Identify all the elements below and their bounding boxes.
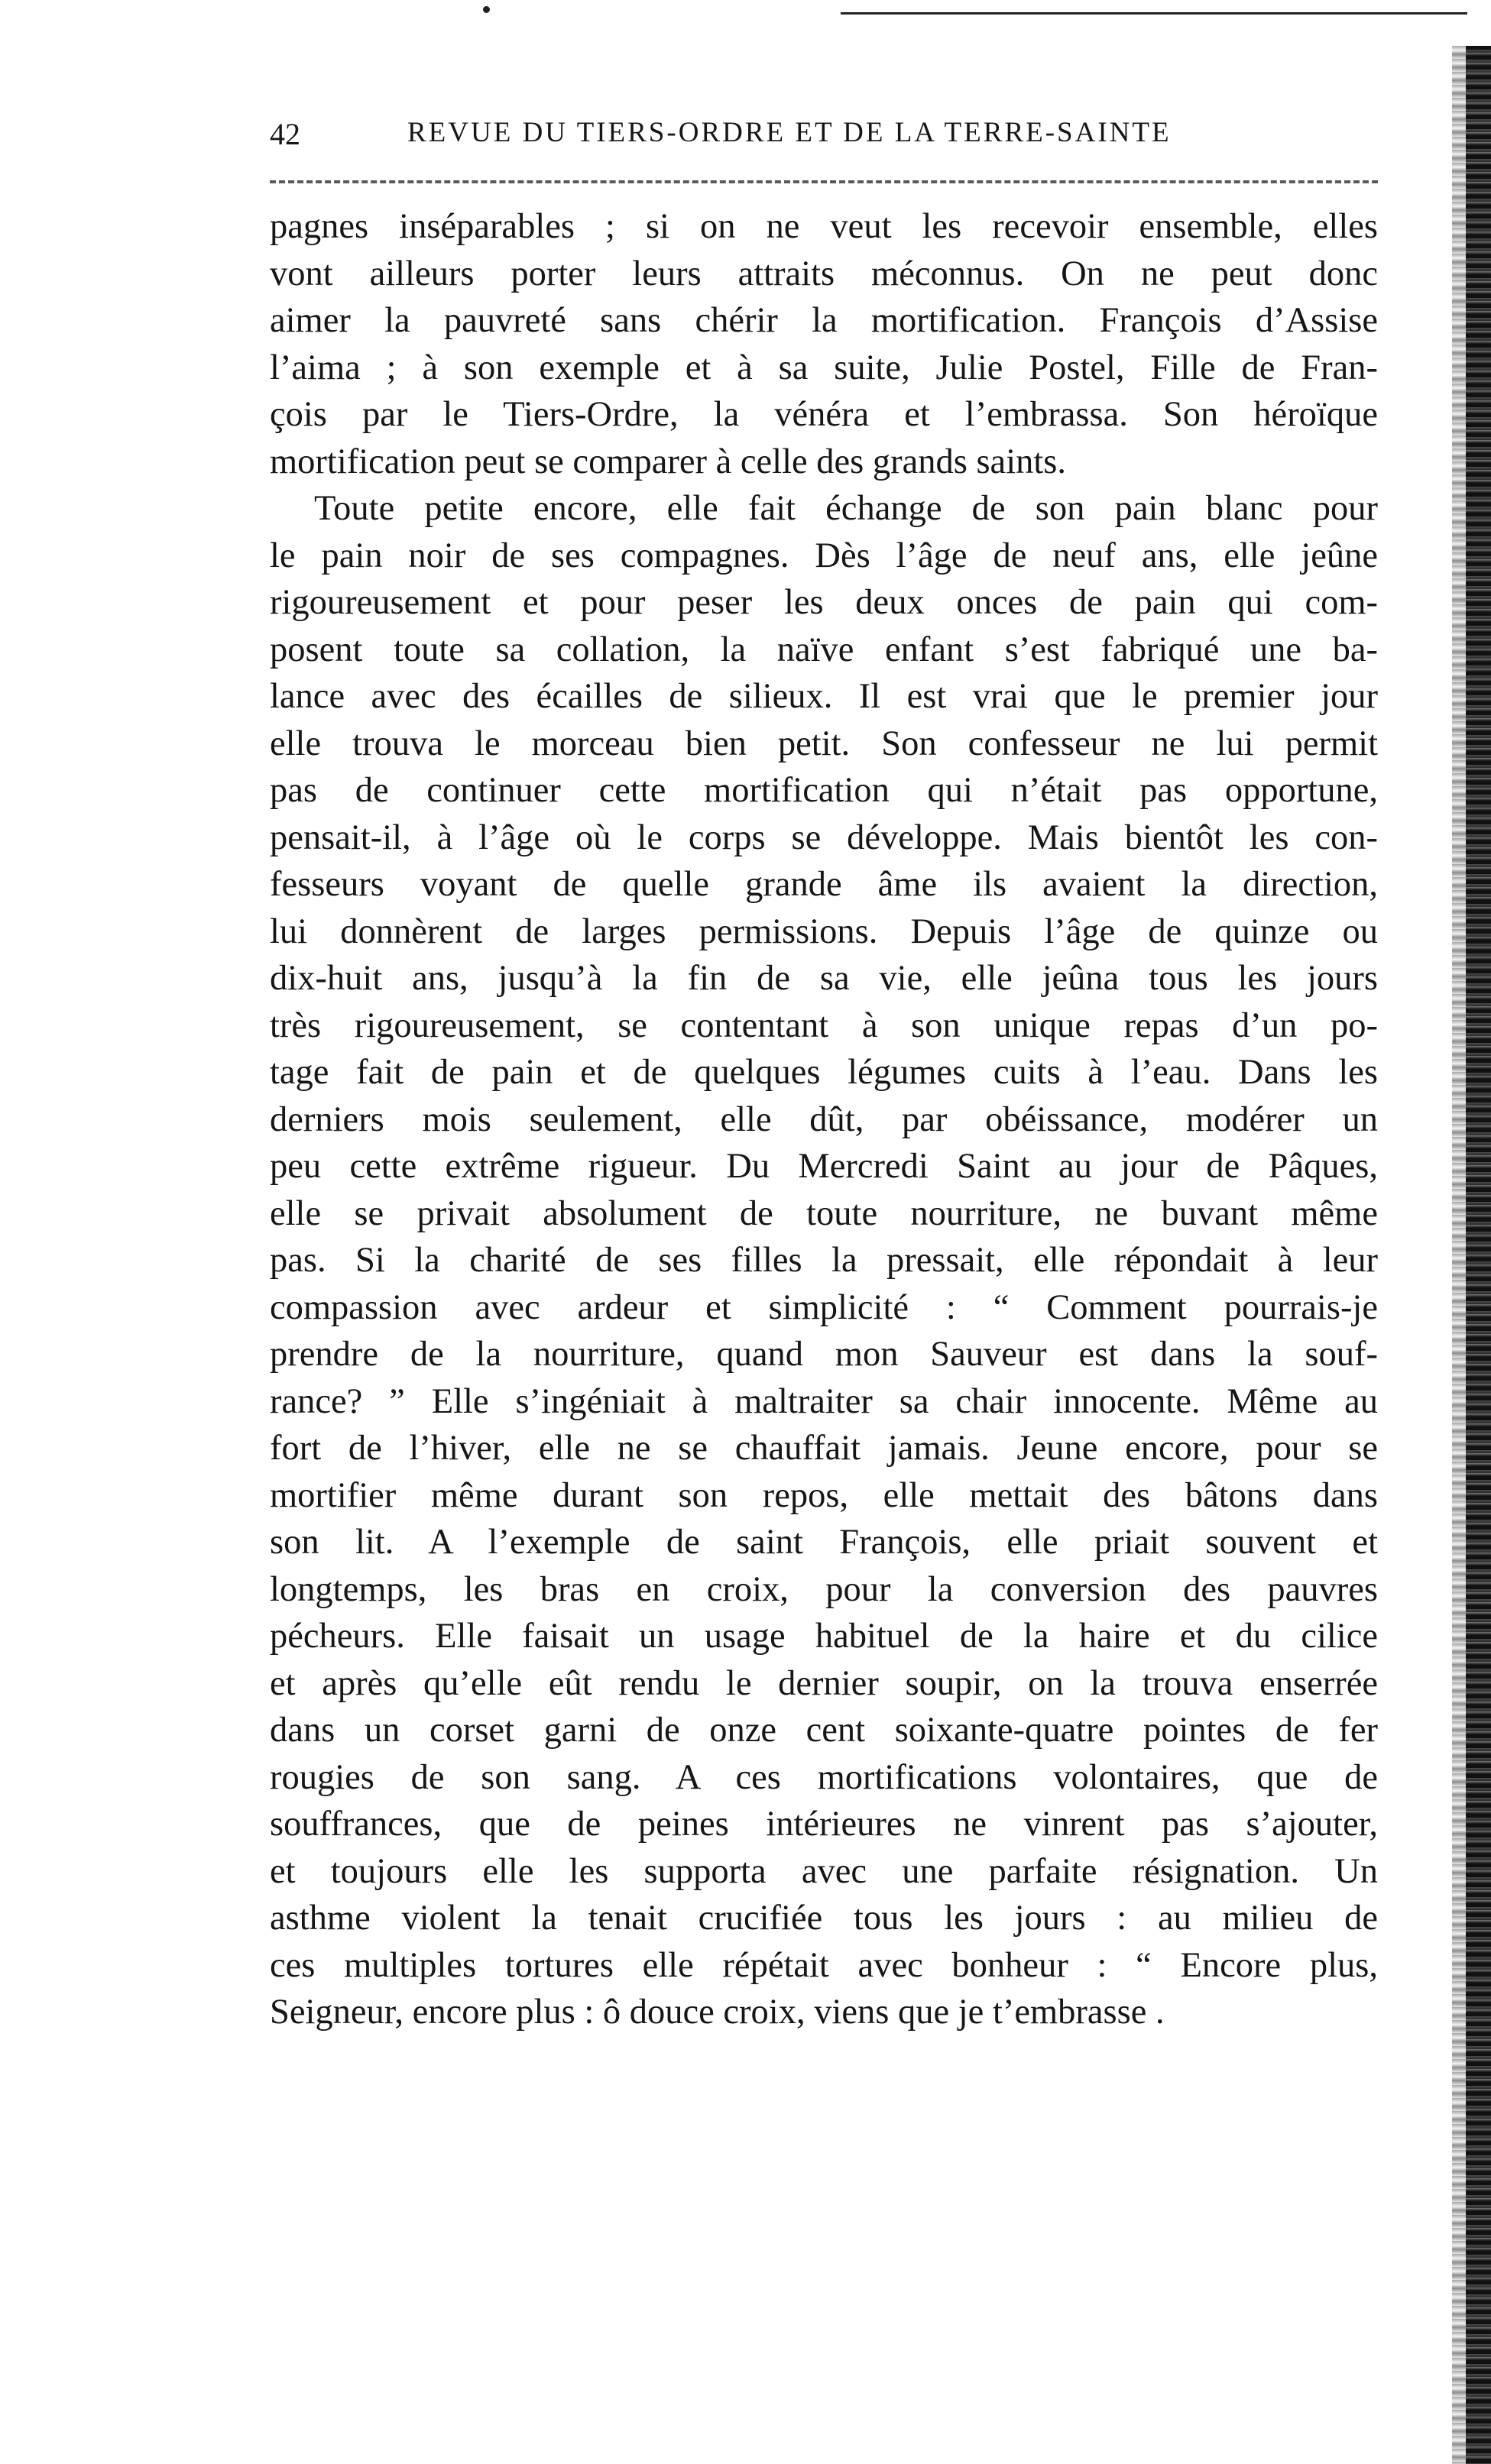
text-line: aimer la pauvreté sans chérir la mortification. François d’Assise xyxy=(270,301,1378,340)
text-line: pensait-il, à l’âge où le corps se développe. Mais bientôt les con- xyxy=(270,818,1378,857)
text-line: mortifier même durant son repos, elle mettait des bâtons dans xyxy=(270,1475,1378,1515)
text-line: elle trouva le morceau bien petit. Son confesseur ne lui permit xyxy=(270,724,1378,763)
text-line: Toute petite encore, elle fait échange de son pain blanc pour xyxy=(314,489,1378,528)
text-line: dix-huit ans, jusqu’à la fin de sa vie, elle jeûna tous les jours xyxy=(270,959,1378,998)
running-title: REVUE DU TIERS-ORDRE ET DE LA TERRE-SAINTE xyxy=(407,117,1172,148)
text-line: elle se privait absolument de toute nourriture, ne buvant même xyxy=(270,1193,1378,1233)
text-line: çois par le Tiers-Ordre, la vénéra et l’embrassa. Son héroïque xyxy=(270,395,1378,434)
text-line: asthme violent la tenait crucifiée tous les jours : au milieu de xyxy=(270,1899,1378,1938)
text-line: Seigneur, encore plus : ô douce croix, viens que je t’embrasse . xyxy=(270,1993,1165,2032)
text-line: et après qu’elle eût rendu le dernier soupir, on la trouva enserrée xyxy=(270,1663,1378,1703)
page-header xyxy=(270,115,1378,183)
text-line: pécheurs. Elle faisait un usage habituel de la haire et du cilice xyxy=(270,1617,1378,1656)
paragraph xyxy=(270,203,1378,485)
binding-shadow xyxy=(1452,46,1467,2464)
binding-edge xyxy=(1466,46,1491,2464)
text-line: ces multiples tortures elle répétait avec bonheur : “ Encore plus, xyxy=(270,1945,1378,1985)
text-line: et toujours elle les supporta avec une parfaite résignation. Un xyxy=(270,1851,1378,1891)
text-line: lui donnèrent de larges permissions. Depuis l’âge de quinze ou xyxy=(270,911,1378,951)
text-line: prendre de la nourriture, quand mon Sauveur est dans la souf- xyxy=(270,1335,1378,1374)
book-page xyxy=(270,115,1378,2036)
text-line: le pain noir de ses compagnes. Dès l’âge de neuf ans, elle jeûne xyxy=(270,536,1378,575)
text-line: longtemps, les bras en croix, pour la conversion des pauvres xyxy=(270,1569,1378,1609)
text-line: vont ailleurs porter leurs attraits méconnus. On ne peut donc xyxy=(270,254,1378,293)
ink-speck xyxy=(483,6,490,13)
text-line: fesseurs voyant de quelle grande âme ils avaient la direction, xyxy=(270,865,1378,904)
paragraph xyxy=(270,485,1378,2036)
text-line: très rigoureusement, se contentant à son unique repas d’un po- xyxy=(270,1005,1378,1045)
text-line: fort de l’hiver, elle ne se chauffait jamais. Jeune encore, pour se xyxy=(270,1429,1378,1468)
text-line: rigoureusement et pour peser les deux onces de pain qui com- xyxy=(270,583,1378,622)
text-line: pas. Si la charité de ses filles la pressait, elle répondait à leur xyxy=(270,1241,1378,1280)
text-line: l’aima ; à son exemple et à sa suite, Julie Postel, Fille de Fran- xyxy=(270,348,1378,387)
text-line: tage fait de pain et de quelques légumes cuits à l’eau. Dans les xyxy=(270,1053,1378,1092)
body-text xyxy=(270,203,1378,2036)
text-line: dans un corset garni de onze cent soixante-quatre pointes de fer xyxy=(270,1711,1378,1750)
text-line: lance avec des écailles de silieux. Il est vrai que le premier jour xyxy=(270,677,1378,716)
text-line: pagnes inséparables ; si on ne veut les recevoir ensemble, elles xyxy=(270,207,1378,246)
text-line: rougies de son sang. A ces mortifications volontaires, que de xyxy=(270,1757,1378,1797)
text-line: mortification peut se comparer à celle des grands saints. xyxy=(270,442,1067,481)
text-line: compassion avec ardeur et simplicité : “ Comment pourrais-je xyxy=(270,1287,1378,1327)
text-line: souffrances, que de peines intérieures ne vinrent pas s’ajouter, xyxy=(270,1805,1378,1844)
text-line: derniers mois seulement, elle dût, par obéissance, modérer un xyxy=(270,1099,1378,1139)
text-line: son lit. A l’exemple de saint François, elle priait souvent et xyxy=(270,1523,1378,1562)
page-number: 42 xyxy=(270,117,300,151)
text-line: pas de continuer cette mortification qui n’était pas opportune, xyxy=(270,771,1378,810)
text-line: posent toute sa collation, la naïve enfant s’est fabriqué une ba- xyxy=(270,630,1378,669)
text-line: peu cette extrême rigueur. Du Mercredi Saint au jour de Pâques, xyxy=(270,1147,1378,1186)
text-line: rance? ” Elle s’ingéniait à maltraiter sa chair innocente. Même au xyxy=(270,1381,1378,1421)
top-edge-rule xyxy=(841,12,1467,15)
